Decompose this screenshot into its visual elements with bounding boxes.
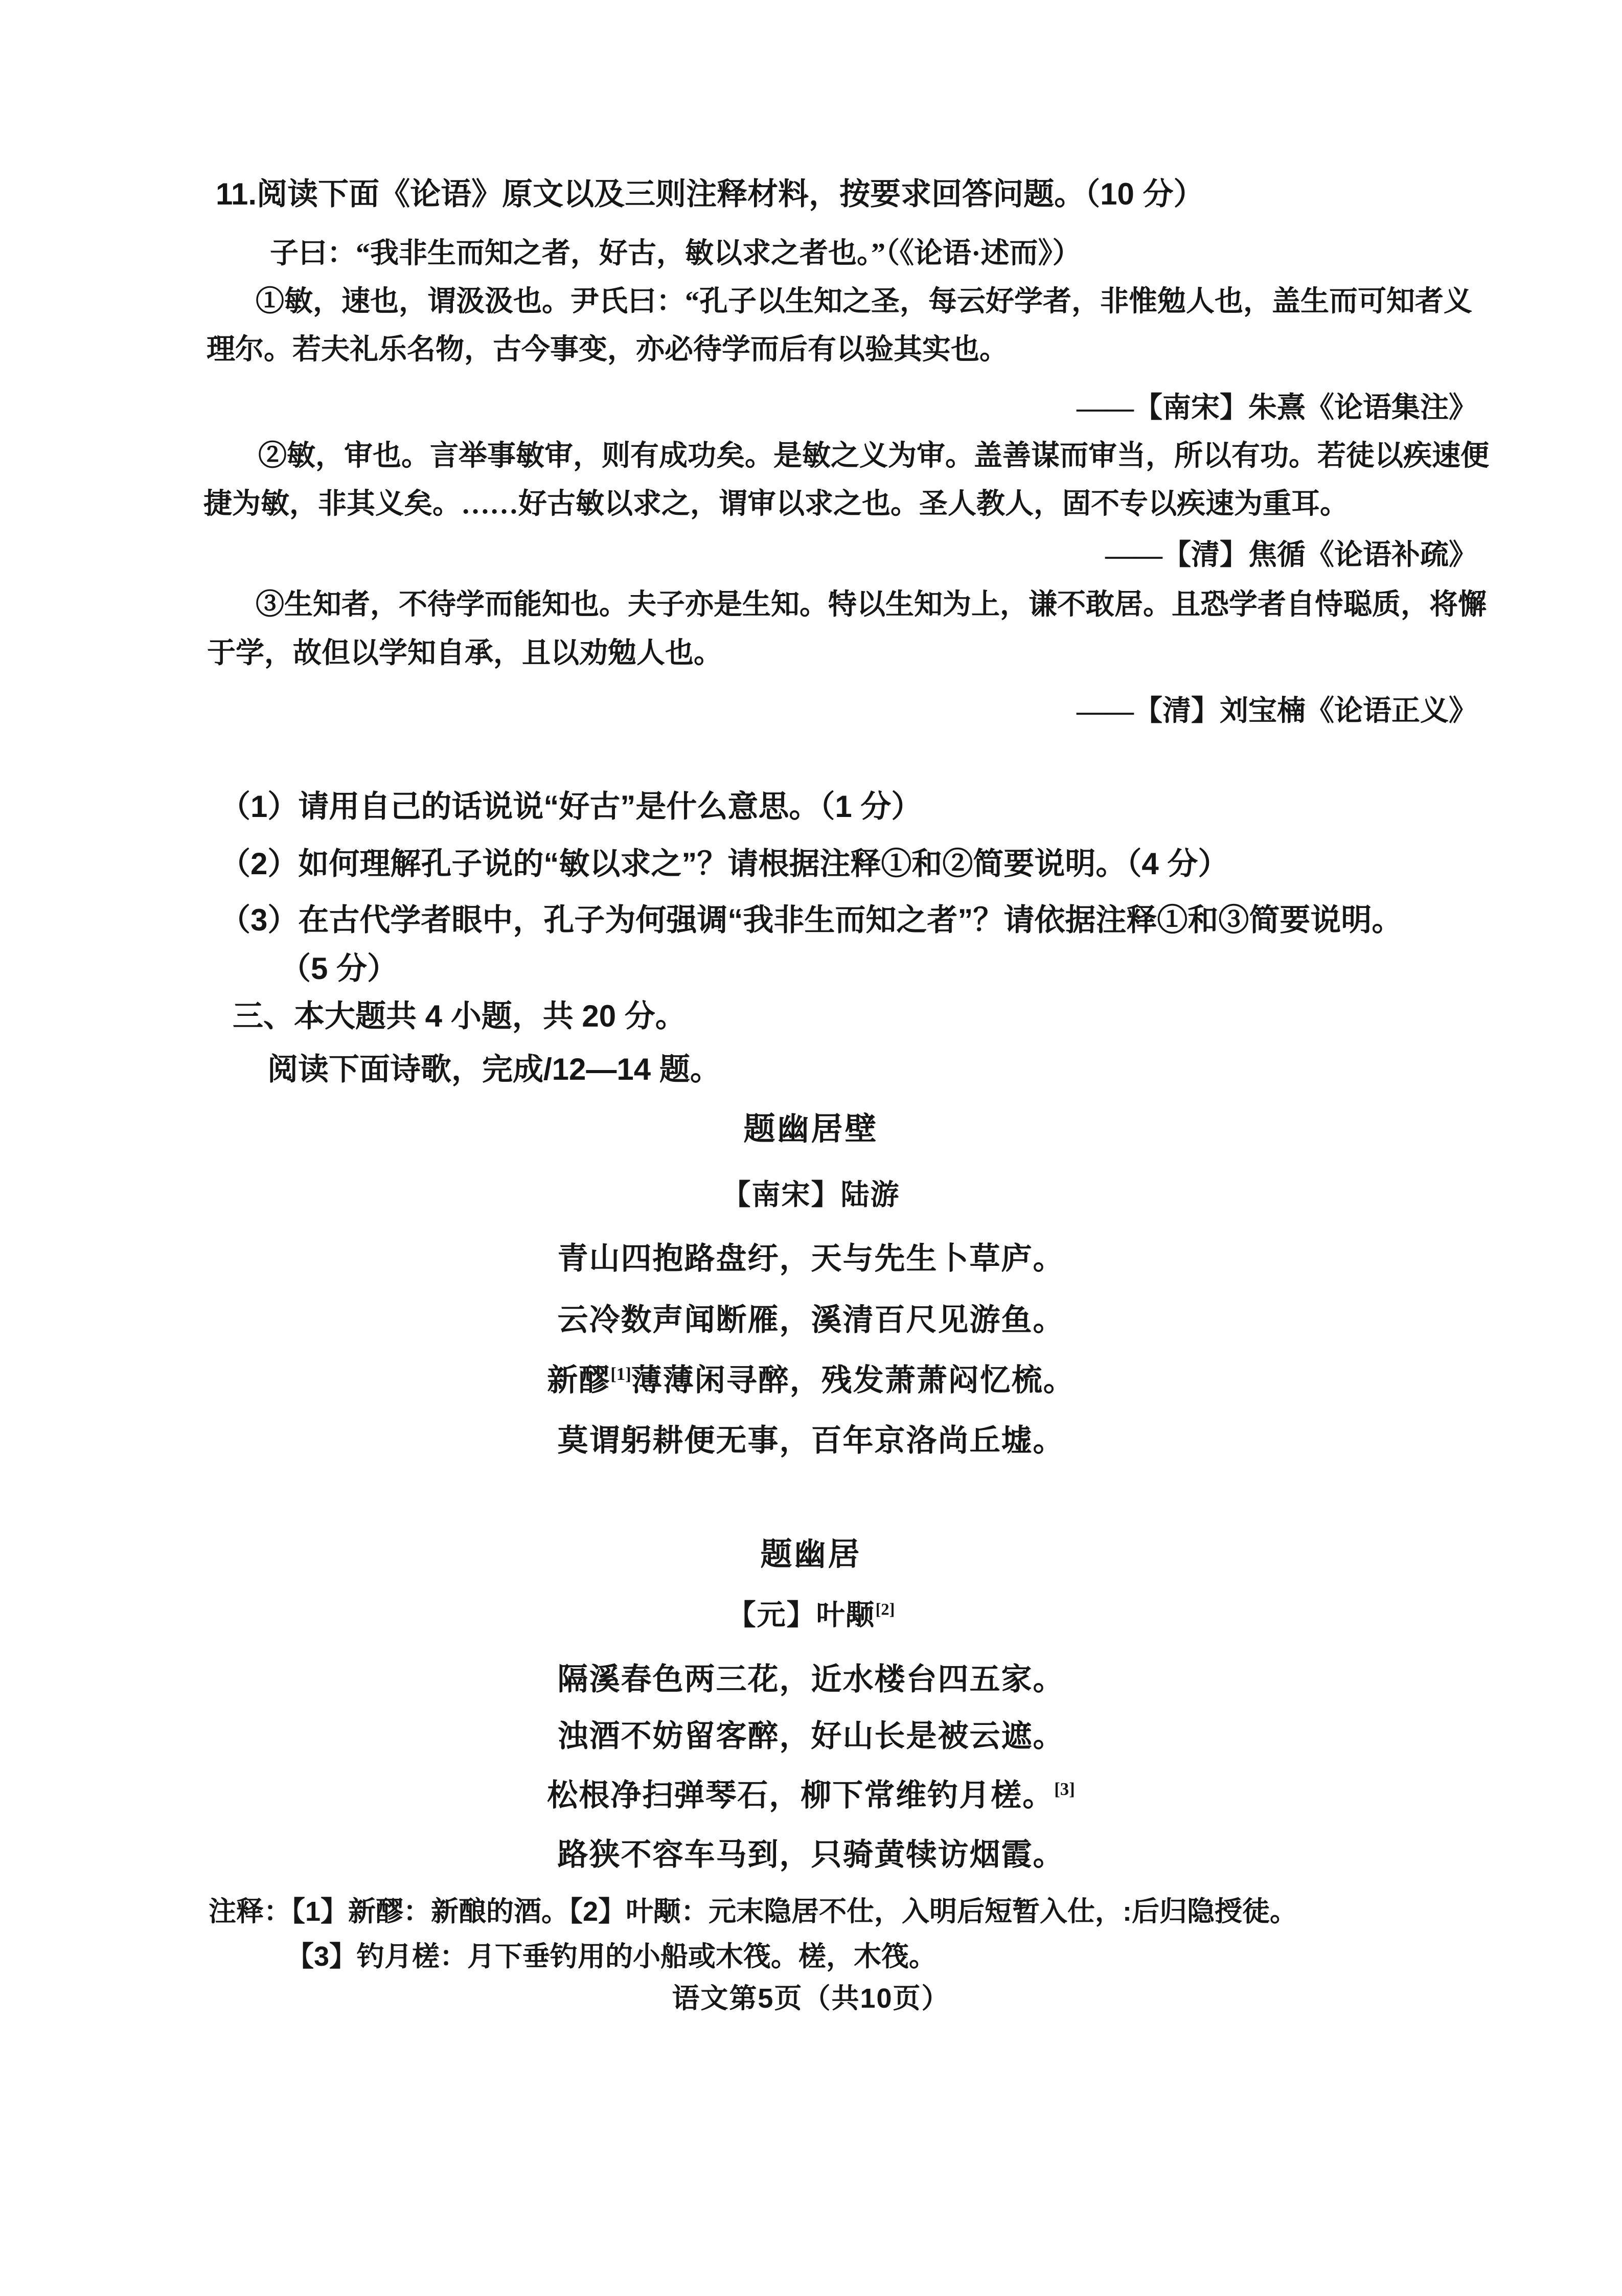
poetry-instruction: 阅读下面诗歌，完成/12—14 题。 <box>267 1052 721 1086</box>
section-3-heading: 三、本大题共 4 小题，共 20 分。 <box>233 999 686 1033</box>
page-footer: 语文第5页（共10页） <box>672 1983 950 2014</box>
subquestion-3: （3）在古代学者眼中，孔子为何强调“我非生而知之者”？请依据注释①和③简要说明。 <box>220 903 1403 937</box>
annotation-2-line-1: ②敏，审也。言举事敏审，则有成功矣。是敏之义为审。盖善谋而审当，所以有功。若徒以疾速便 <box>258 440 1489 472</box>
poem-1-author: 【南宋】陆游 <box>722 1179 900 1211</box>
notes-line-2: 【3】钓月槎：月下垂钓用的小船或木筏。槎，木筏。 <box>286 1941 937 1972</box>
annotation-1-line-1: ①敏，速也，谓汲汲也。尹氏曰：“孔子以生知之圣，每云好学者，非惟勉人也，盖生而可知者义 <box>256 286 1472 317</box>
poem-1-line-1: 青山四抱路盘纡，天与先生卜草庐。 <box>557 1242 1065 1276</box>
poem-2-author-text: 【元】叶颙 <box>727 1600 876 1631</box>
poem-1-line-3-rest: 薄薄闲寻醉，残发萧萧闷忆梳。 <box>631 1363 1075 1397</box>
subquestion-1: （1）请用自己的话说说“好古”是什么意思。（1 分） <box>220 789 922 824</box>
annotation-1-line-2: 理尔。若夫礼乐名物，古今事变，亦必待学而后有以验其实也。 <box>207 334 1008 366</box>
subquestion-2: （2）如何理解孔子说的“敏以求之”？请根据注释①和②简要说明。（4 分） <box>220 847 1229 881</box>
annotation-3-source: ——【清】刘宝楠《论语正义》 <box>1077 695 1477 727</box>
annotation-3-line-1: ③生知者，不待学而能知也。夫子亦是生知。特以生知为上，谦不敢居。且恐学者自恃聪质，将懈 <box>256 589 1487 621</box>
annotation-2-source: ——【清】焦循《论语补疏》 <box>1105 539 1477 571</box>
poem-2-line-4: 路狭不容车马到，只骑黄犊访烟霞。 <box>557 1838 1065 1872</box>
poem-1-line-2: 云冷数声闻断雁，溪清百尺见游鱼。 <box>557 1303 1065 1337</box>
poem-2-author <box>0 1601 1622 1630</box>
notes-line-1: 注释：【1】新醪：新酿的酒。【2】叶颙：元末隐居不仕，入明后短暂入仕，:后归隐授徒。 <box>209 1896 1298 1927</box>
subquestion-3-score: （5 分） <box>280 951 398 986</box>
poem-1-line-3-text: 新醪 <box>547 1363 611 1397</box>
poem-2-line-3 <box>0 1780 1622 1811</box>
poem-2-title: 题幽居 <box>760 1537 862 1572</box>
footnote-marker-3: [3] <box>1054 1779 1075 1799</box>
annotation-1-source: ——【南宋】朱熹《论语集注》 <box>1077 392 1477 424</box>
question-11-stem: 11.阅读下面《论语》原文以及三则注释材料，按要求回答问题。（10 分） <box>216 177 1204 211</box>
poem-1-title: 题幽居壁 <box>743 1111 879 1147</box>
poem-2-line-1: 隔溪春色两三花，近水楼台四五家。 <box>557 1663 1065 1696</box>
annotation-2-line-2: 捷为敏，非其义矣。……好古敏以求之，谓审以求之也。圣人教人，固不专以疾速为重耳。 <box>203 488 1349 520</box>
poem-2-line-3-text: 松根净扫弹琴石，柳下常维钓月槎。 <box>547 1779 1055 1812</box>
poem-2-line-2: 浊酒不妨留客醉，好山长是被云遮。 <box>557 1719 1065 1753</box>
annotation-3-line-2: 于学，故但以学知自承，且以劝勉人也。 <box>207 638 722 669</box>
analects-quote: 子曰：“我非生而知之者，好古，敏以求之者也。”（《论语·述而》） <box>270 238 1081 269</box>
footnote-marker-1: [1] <box>610 1364 631 1384</box>
poem-1-line-4: 莫谓躬耕便无事，百年京洛尚丘墟。 <box>557 1424 1065 1458</box>
poem-1-line-3 <box>0 1365 1622 1396</box>
footnote-marker-2: [2] <box>875 1600 895 1619</box>
